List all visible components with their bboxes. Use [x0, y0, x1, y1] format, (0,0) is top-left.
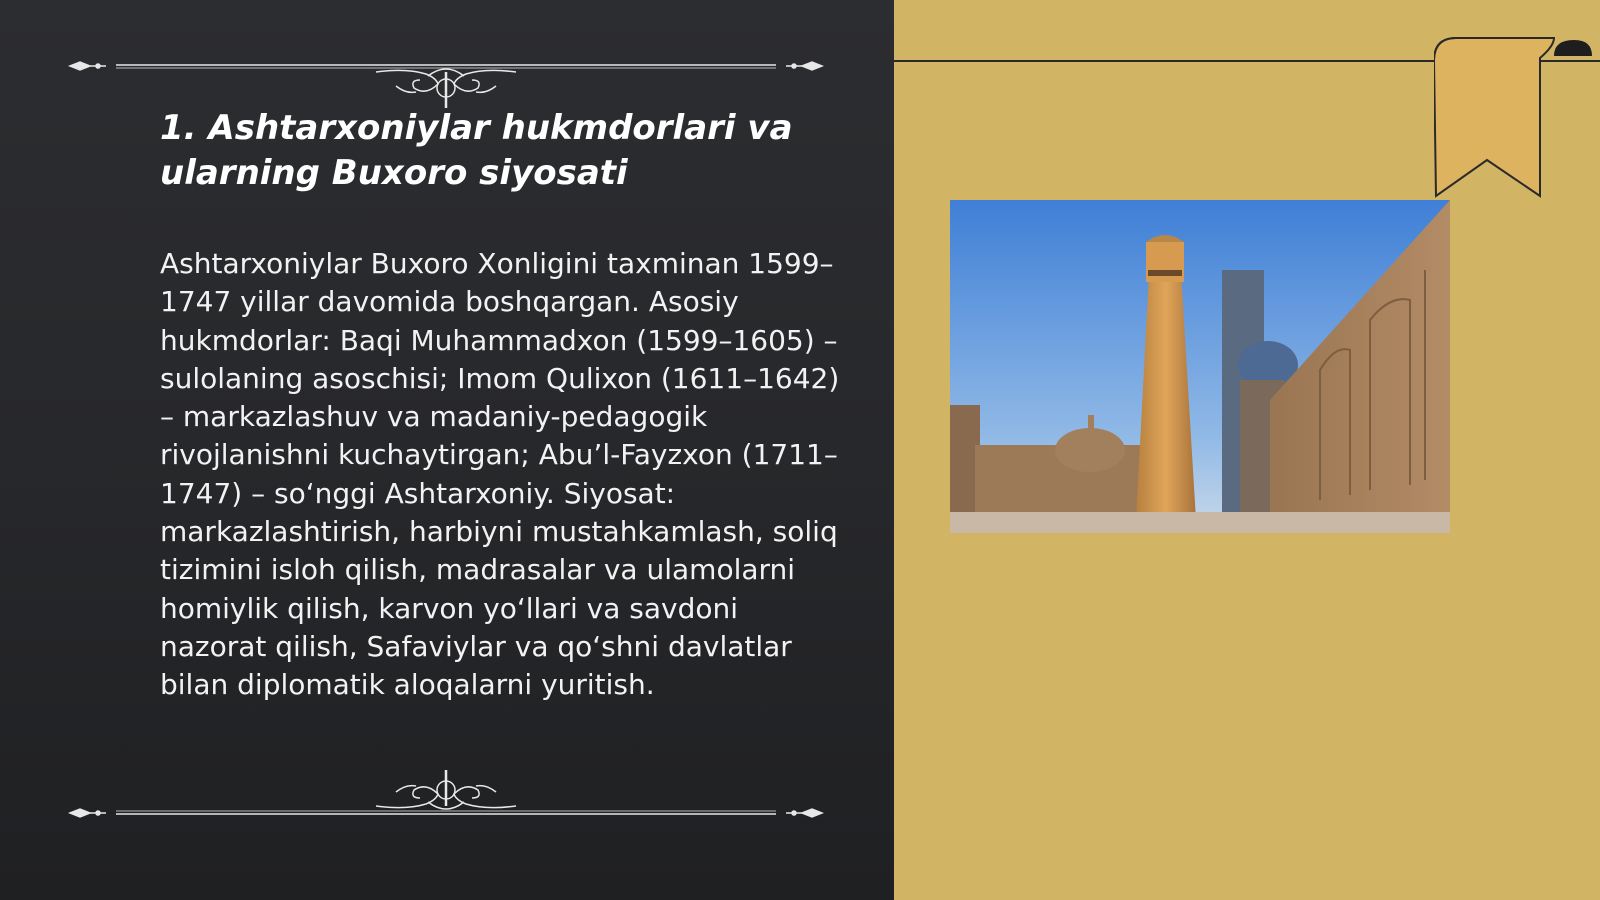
- top-flourish-divider-icon: [66, 48, 826, 108]
- bukhara-photo: [950, 200, 1450, 533]
- slide-title: [160, 106, 800, 196]
- title-line-1: 1. Ashtarxoniylar hukmdorlari va: [160, 108, 793, 148]
- slide-body-text: Ashtarxoniylar Buxoro Xonligini taxminan 1599–1747 yillar davomida boshqargan. Asosiy hukmdorlar: Baqi Muhammadxon (1599–1605) – sulolaning asoschisi; Imom Qulixon (1611–1642) – markazlashuv va madaniy-pedagogik rivojlanishni kuchaytirgan; Abu’l-Fayzxon (1711–1747) – so‘nggi Ashtarxoniy. Siyosat: markazlashtirish, harbiyni mustahkamlash, soliq tizimini isloh qilish, madrasalar va ulamolarni homiylik qilish, karvon yo‘llari va savdoni nazorat qilish, Safaviylar va qo‘shni davlatlar bilan diplomatik aloqalarni yuritish.: [160, 247, 840, 702]
- bottom-flourish-divider-icon: [66, 770, 826, 830]
- title-line-2: ularning Buxoro siyosati: [160, 153, 628, 193]
- bookmark-icon: [1434, 36, 1600, 201]
